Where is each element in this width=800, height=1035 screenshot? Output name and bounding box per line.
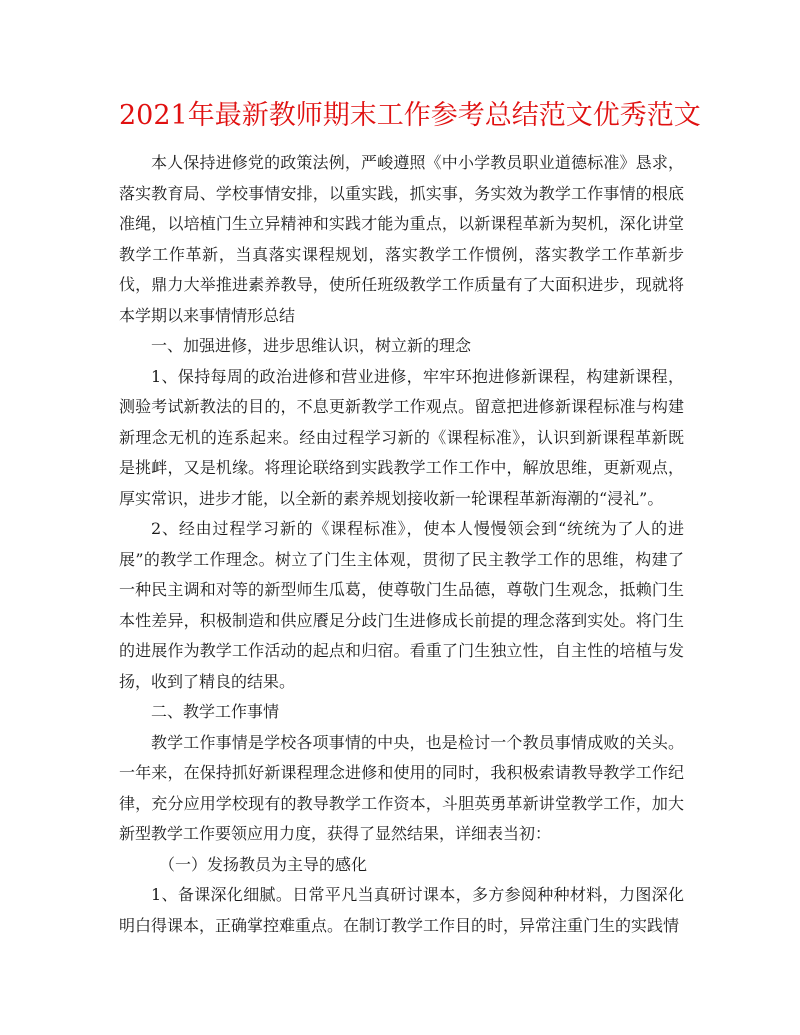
section-heading-1: 一、加强进修，进步思维认识，树立新的理念 xyxy=(151,336,472,355)
document-page xyxy=(119,98,701,941)
paragraph-teaching: 教学工作事情是学校各项事情的中央，也是检讨一个教员事情成败的关头。一年来，在保持抓好新课程理念进修和使用的同时，我积极索请教导教学工作纪律，充分应用学校现有的教导教学工作资本，斗胆英勇革新讲堂教学工作，加大新型教学工作要领应用力度，获得了显然结果，详细表当初： xyxy=(119,732,684,843)
paragraph-lesson-prep: 1、备课深化细腻。日常平凡当真研讨课本，多方参阅种种材料，力图深化明白得课本，正确掌控难重点。在制订教学工作目的时，异常注重门生的实践情 xyxy=(119,885,684,935)
paragraph-item-1: 1、保持每周的政治进修和营业进修，牢牢环抱进修新课程，构建新课程，测验考试新教法的目的，不息更新教学工作观点。留意把进修新课程标准与构建新理念无机的连系起来。经由过程学习新的《课程标准》，认识到新课程革新既是挑衅，又是机缘。将理论联络到实践教学工作工作中，解放思维，更新观点，厚实常识，进步才能，以全新的素养规划接收新一轮课程革新海潮的“浸礼”。 xyxy=(119,366,684,508)
paragraph-intro: 本人保持进修党的政策法例，严峻遵照《中小学教员职业道德标准》恳求，落实教育局、学校事情安排，以重实践，抓实事，务实效为教学工作事情的根底准绳，以培植门生立异精神和实践才能为重点，以新课程革新为契机，深化讲堂教学工作革新，当真落实课程规划，落实教学工作惯例，落实教学工作革新步伐，鼎力大举推进素养教导，使所任班级教学工作质量有了大面积进步，现就将本学期以来事情情形总结 xyxy=(119,153,684,325)
paragraph-item-2: 2、经由过程学习新的《课程标准》，使本人慢慢领会到“统统为了人的进展”的教学工作理念。树立了门生主体观，贯彻了民主教学工作的思维，构建了一种民主调和对等的新型师生瓜葛，使尊敬门生品德，尊敬门生观念，抵赖门生本性差异，积极制造和供应餍足分歧门生进修成长前提的理念落到实处。将门生的进展作为教学工作活动的起点和归宿。看重了门生独立性，自主性的培植与发扬，收到了精良的结果。 xyxy=(119,519,684,691)
section-heading-2: 二、教学工作事情 xyxy=(151,702,280,721)
document-title: 2021年最新教师期末工作参考总结范文优秀范文 xyxy=(119,100,701,131)
subsection-heading-1: （一）发扬教员为主导的感化 xyxy=(159,854,368,874)
